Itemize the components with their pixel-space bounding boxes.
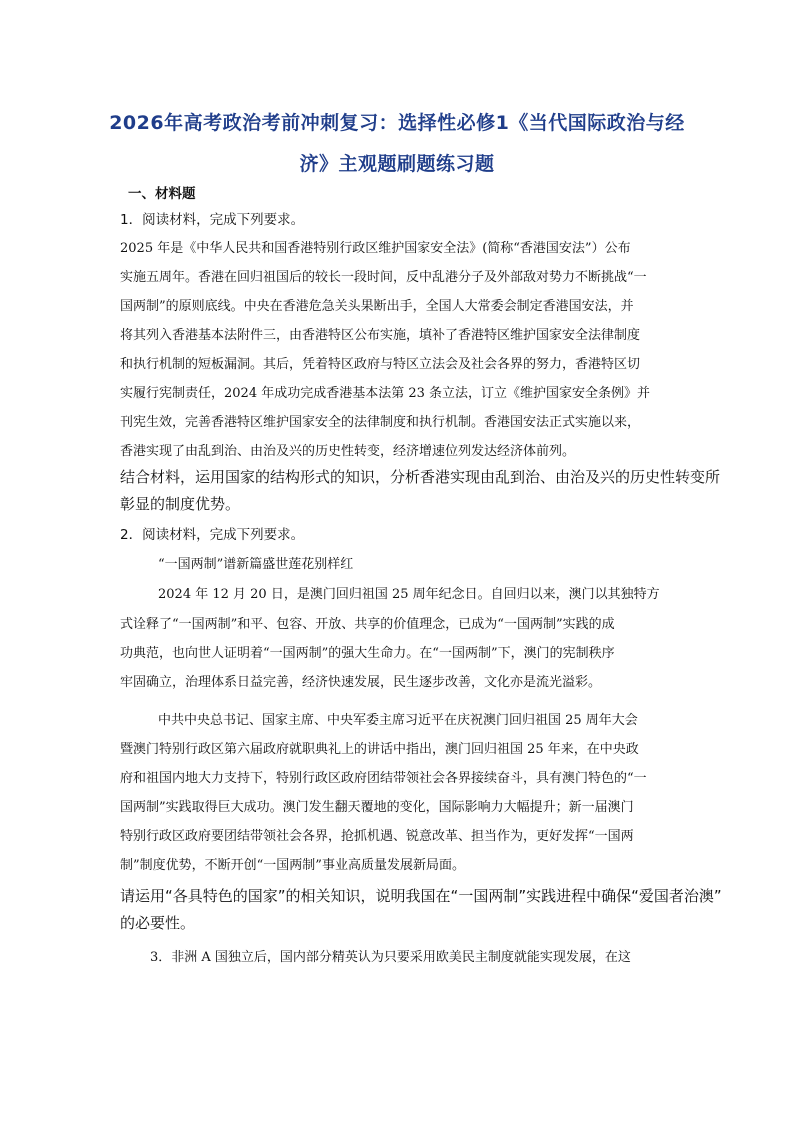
q1-material-line: 刊宪生效，完善香港特区维护国家安全的法律制度和执行机制。香港国安法正式实施以来， [120, 415, 641, 430]
q2-material-line: 2024 年 12 月 20 日，是澳门回归祖国 25 周年纪念日。自回归以来，澳门以其独特方 [158, 587, 660, 602]
q1-question: 结合材料，运用国家的结构形式的知识，分析香港实现由乱到治、由治及兴的历史性转变所 [120, 468, 721, 486]
q2-material-line: 牢固确立，治理体系日益完善，经济快速发展，民生逐步改善，文化亦是流光溢彩。 [120, 675, 602, 690]
q2-prompt: 2．阅读材料，完成下列要求。 [120, 527, 305, 543]
q1-material-line: 2025 年是《中华人民共和国香港特别行政区维护国家安全法》(简称“香港国安法”）公布 [120, 241, 631, 256]
q1-material-line: 和执行机制的短板漏洞。其后，凭着特区政府与特区立法会及社会各界的努力，香港特区切 [120, 357, 641, 372]
q1-material-line: 实施五周年。香港在回归祖国后的较长一段时间，反中乱港分子及外部敌对势力不断挑战“一 [120, 270, 647, 285]
q2-material-line: 式诠释了“一国两制”和平、包容、开放、共享的价值理念，已成为“一国两制”实践的成 [120, 617, 615, 632]
q2-material-line: 功典范，也向世人证明着“一国两制”的强大生命力。在“一国两制”下，澳门的宪制秩序 [120, 646, 615, 661]
q2-material-line: 府和祖国内地大力支持下，特别行政区政府团结带领社会各界接续奋斗，具有澳门特色的“一 [120, 771, 647, 786]
q2-material-line: 暨澳门特别行政区第六届政府就职典礼上的讲话中指出，澳门回归祖国 25 年来，在中央政 [120, 742, 639, 757]
q1-prompt: 1．阅读材料，完成下列要求。 [120, 212, 305, 228]
q1-material-line: 实履行宪制责任，2024 年成功完成香港基本法第 23 条立法，订立《维护国家安全条例》并 [120, 386, 651, 401]
q2-material-line: 国两制”实践取得巨大成功。澳门发生翻天覆地的变化，国际影响力大幅提升；新一届澳门 [120, 800, 634, 815]
q2-question-cont: 的必要性。 [120, 914, 196, 932]
doc-title-line-1: 2026年高考政治考前冲刺复习：选择性必修1《当代国际政治与经 [109, 112, 685, 134]
q1-material-line: 香港实现了由乱到治、由治及兴的历史性转变，经济增速位列发达经济体前列。 [120, 444, 576, 459]
q3-line: 3．非洲 A 国独立后，国内部分精英认为只要采用欧美民主制度就能实现发展，在这 [150, 950, 631, 965]
section-heading: 一、材料题 [128, 186, 196, 202]
q2-material-line: 制”制度优势，不断开创“一国两制”事业高质量发展新局面。 [120, 858, 465, 873]
q2-question: 请运用“各具特色的国家”的相关知识，说明我国在“一国两制”实践进程中确保“爱国者治澳” [120, 887, 722, 905]
doc-title-line-2: 济》主观题刷题练习题 [299, 153, 495, 175]
q1-material-line: 国两制”的原则底线。中央在香港危急关头果断出手，全国人大常委会制定香港国安法，并 [120, 299, 634, 314]
q2-material-line: 中共中央总书记、国家主席、中央军委主席习近平在庆祝澳门回归祖国 25 周年大会 [158, 713, 638, 728]
q2-material-line: 特别行政区政府要团结带领社会各界，抢抓机遇、锐意改革、担当作为，更好发挥“一国两 [120, 829, 634, 844]
q2-material-heading: “一国两制”谱新篇盛世莲花别样红 [158, 557, 354, 572]
q1-question-cont: 彰显的制度优势。 [120, 495, 241, 513]
q1-material-line: 将其列入香港基本法附件三，由香港特区公布实施，填补了香港特区维护国家安全法律制度 [120, 328, 641, 343]
